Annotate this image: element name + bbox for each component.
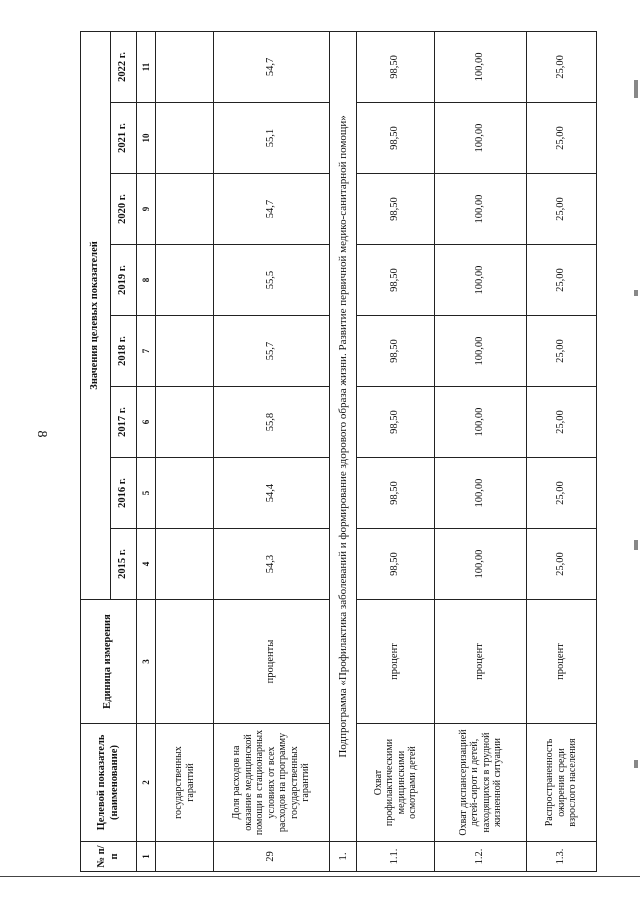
row-value: 25,00 xyxy=(527,316,597,387)
table-row xyxy=(357,31,435,871)
row-value: 98,50 xyxy=(357,174,435,245)
scan-edge-marks xyxy=(632,60,638,820)
row-value: 55,7 xyxy=(214,316,330,387)
row-value xyxy=(156,103,214,174)
row-value: 55,5 xyxy=(214,245,330,316)
page-number: 8 xyxy=(34,430,49,438)
column-number: 8 xyxy=(137,245,156,316)
row-value xyxy=(156,245,214,316)
row-value: 100,00 xyxy=(435,103,527,174)
row-num: 1.1. xyxy=(357,842,435,872)
subprogram-title: Подпрограмма «Профилактика заболеваний и формирование здорового образа жизни. Развитие первичной медико-санитарной помощи» xyxy=(330,31,357,841)
subprogram-row xyxy=(330,31,357,871)
row-value xyxy=(156,387,214,458)
row-value: 54,7 xyxy=(214,174,330,245)
header-values-group: Значения целевых показателей xyxy=(81,31,111,599)
row-num: 29 xyxy=(214,842,330,872)
column-number: 6 xyxy=(137,387,156,458)
column-number: 3 xyxy=(137,600,156,724)
column-number-row xyxy=(137,31,156,871)
row-value: 54,3 xyxy=(214,529,330,600)
row-num: 1.3. xyxy=(527,842,597,872)
indicators-table xyxy=(80,31,597,872)
header-num: № п/п xyxy=(81,842,137,872)
row-value: 98,50 xyxy=(357,387,435,458)
column-number: 10 xyxy=(137,103,156,174)
row-value: 55,1 xyxy=(214,103,330,174)
row-unit: процент xyxy=(527,600,597,724)
column-number: 4 xyxy=(137,529,156,600)
column-number: 5 xyxy=(137,458,156,529)
header-indicator: Целевой показатель (наименование) xyxy=(81,724,137,842)
row-value xyxy=(156,458,214,529)
row-value: 98,50 xyxy=(357,31,435,102)
header-year: 2021 г. xyxy=(111,103,137,174)
column-number: 11 xyxy=(137,31,156,102)
row-value: 100,00 xyxy=(435,31,527,102)
row-value xyxy=(156,174,214,245)
header-year: 2016 г. xyxy=(111,458,137,529)
column-number: 7 xyxy=(137,316,156,387)
row-indicator-name: государственных гарантий xyxy=(156,724,214,842)
row-value: 25,00 xyxy=(527,529,597,600)
row-unit: процент xyxy=(435,600,527,724)
row-value xyxy=(156,31,214,102)
header-year: 2018 г. xyxy=(111,316,137,387)
row-value: 25,00 xyxy=(527,174,597,245)
row-value: 25,00 xyxy=(527,387,597,458)
column-number: 2 xyxy=(137,724,156,842)
row-value: 100,00 xyxy=(435,458,527,529)
row-value: 25,00 xyxy=(527,31,597,102)
row-value: 98,50 xyxy=(357,245,435,316)
row-value xyxy=(156,529,214,600)
table-row xyxy=(435,31,527,871)
header-year: 2022 г. xyxy=(111,31,137,102)
row-indicator-name: Распространенность ожирения среди взрослого населения xyxy=(527,724,597,842)
header-year: 2017 г. xyxy=(111,387,137,458)
row-value: 98,50 xyxy=(357,103,435,174)
row-value: 100,00 xyxy=(435,387,527,458)
row-value: 100,00 xyxy=(435,174,527,245)
column-number: 9 xyxy=(137,174,156,245)
header-year: 2019 г. xyxy=(111,245,137,316)
row-value: 100,00 xyxy=(435,529,527,600)
rotated-page-content xyxy=(80,32,640,872)
row-value: 54,7 xyxy=(214,31,330,102)
column-number: 1 xyxy=(137,842,156,872)
table-row xyxy=(214,31,330,871)
row-num xyxy=(156,842,214,872)
row-indicator-name: Доля расходов на оказание медицинской помощи в стационарных условиях от всех расходов на программу государственных гарантий xyxy=(214,724,330,842)
table-row xyxy=(527,31,597,871)
row-value: 25,00 xyxy=(527,103,597,174)
row-indicator-name: Охват диспансеризацией детей-сирот и детей, находящихся в трудной жизненной ситуации xyxy=(435,724,527,842)
row-unit xyxy=(156,600,214,724)
row-value: 54,4 xyxy=(214,458,330,529)
row-indicator-name: Охват профилактическими медицинскими осмотрами детей xyxy=(357,724,435,842)
header-year: 2015 г. xyxy=(111,529,137,600)
row-value: 100,00 xyxy=(435,316,527,387)
row-value: 98,50 xyxy=(357,529,435,600)
row-value: 55,8 xyxy=(214,387,330,458)
row-unit: проценты xyxy=(214,600,330,724)
row-value: 98,50 xyxy=(357,458,435,529)
subprogram-num: 1. xyxy=(330,842,357,872)
row-value: 100,00 xyxy=(435,245,527,316)
scan-bottom-line xyxy=(0,876,640,877)
header-unit: Единица измерения xyxy=(81,600,137,724)
row-num: 1.2. xyxy=(435,842,527,872)
row-value: 25,00 xyxy=(527,458,597,529)
row-value xyxy=(156,316,214,387)
row-value: 98,50 xyxy=(357,316,435,387)
row-value: 25,00 xyxy=(527,245,597,316)
table-row xyxy=(156,31,214,871)
header-year: 2020 г. xyxy=(111,174,137,245)
row-unit: процент xyxy=(357,600,435,724)
